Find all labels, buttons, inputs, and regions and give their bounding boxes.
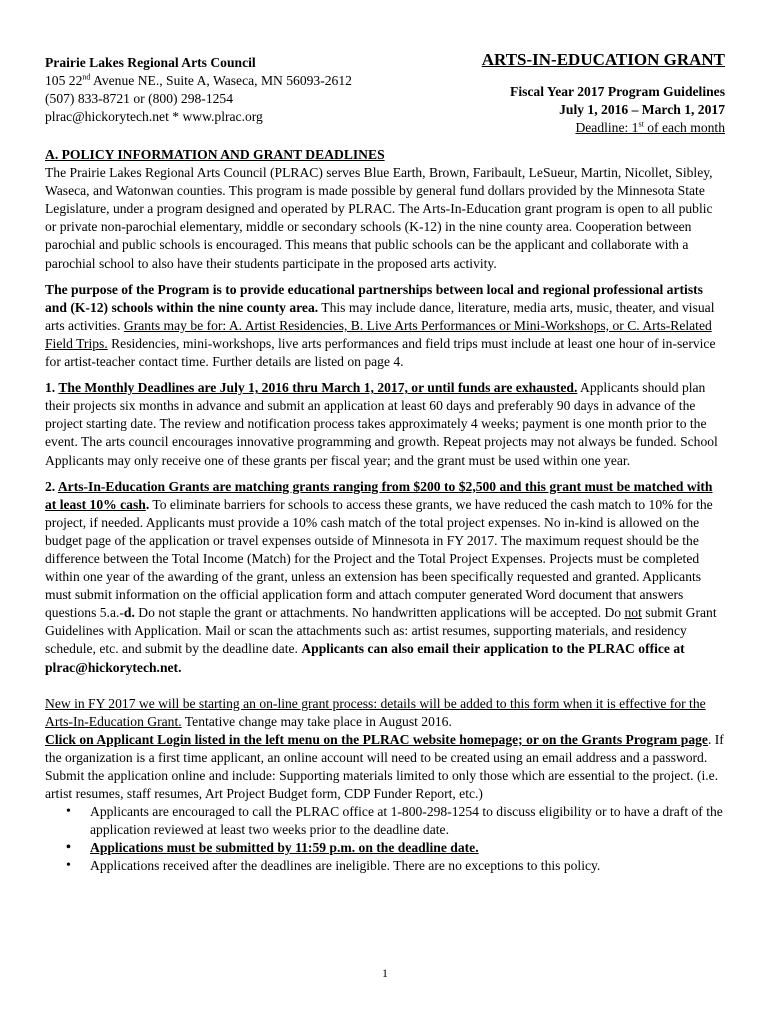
list-item: • Applications must be submitted by 11:59 p.m. on the deadline date. xyxy=(90,839,725,857)
contact-line: plrac@hickorytech.net * www.plrac.org xyxy=(45,109,263,125)
letterhead xyxy=(45,50,725,140)
list-item: • Applicants are encouraged to call the PLRAC office at 1-800-298-1254 to discuss eligibility or to have a draft of the application reviewed at least two weeks prior to the deadline date. xyxy=(90,803,725,839)
purpose-paragraph: The purpose of the Program is to provide educational partnerships between local and regional professional artists and (K-12) schools within the nine county area. This may include dance, literature, media arts, music, theater, and visual arts activities. Grants may be for: A. Artist Residencies, B. Live Arts Performances or Mini-Workshops, or C. Arts-Related Field Trips. Residencies, mini-workshops, live arts performances and field trips must include at least one hour of in-service for artist-teacher contact time. Further details are listed on page 4. xyxy=(45,281,716,370)
new-fy-paragraph: New in FY 2017 we will be starting an on-line grant process: details will be added to this form when it is effective for the Arts-In-Education Grant. Tentative change may take place in August 2016. Click on Applicant Login listed in the left menu on the PLRAC website homepage; or on the Grants Program page. If the organization is a first time applicant, an online account will need to be created using an email address and a password. Submit the application online and include: Supporting materials limited to only those which are essential to the project. (i.e. artist resumes, staff resumes, Art Project Budget form, CDP Funder Report, etc.) xyxy=(45,695,724,802)
org-address-block xyxy=(45,50,352,126)
fiscal-year: Fiscal Year 2017 Program Guidelines xyxy=(510,84,725,99)
page-number: 1 xyxy=(382,966,388,980)
org-name: Prairie Lakes Regional Arts Council xyxy=(45,55,256,70)
item-1-paragraph: 1. The Monthly Deadlines are July 1, 2016 thru March 1, 2017, or until funds are exhausted. Applicants should plan their projects six months in advance and submit an application at least 60 days and preferably 90 days in advance of the project starting date. The review and notification process takes approximately 4 weeks; payment is one month prior to the event. The arts council encourages innovative programming and growth. Repeat projects may not always be funded. School Applicants may only receive one of these grants per fiscal year; and the grant must be used within one year. xyxy=(45,380,718,468)
grant-title: ARTS-IN-EDUCATION GRANT xyxy=(481,50,725,69)
item-2-paragraph: 2. Arts-In-Education Grants are matching grants ranging from $200 to $2,500 and this grant must be matched with at least 10% cash. To eliminate barriers for schools to access these grants, we have reduced the cash match to 10% for the project, if needed. Applicants must provide a 10% cash match of the total project expenses. No in-kind is allowed on the budget page of the application or travel expenses outside of Minnesota in FY 2017. The maximum request should be the difference between the Total Income (Match) for the Project and the Total Project Expenses. Projects must be completed within one year of the awarding of the grant, unless an extension has been specifically requested and granted. Applicants must submit information on the official application form and attach computer generated Word document that answers questions 5.a.-d. Do not staple the grant or attachments. No handwritten applications will be accepted. Do not submit Grant Guidelines with Application. Mail or scan the attachments such as: artist resumes, supporting materials, and residency schedule, etc. and submit by the deadline date. Applicants can also email their application to the PLRAC office at plrac@hickorytech.net. xyxy=(45,478,717,675)
phone-line: (507) 833-8721 or (800) 298-1254 xyxy=(45,91,234,107)
intro-paragraph: The Prairie Lakes Regional Arts Council (PLRAC) serves Blue Earth, Brown, Faribault, LeSueur, Martin, Nicollet, Sibley, Waseca, and Watonwan counties. This program is made possible by general fund dollars provided by the Minnesota State Legislature, under a program designed and operated by PLRAC. The Arts-In-Education grant program is open to all public or private non-parochial elementary, middle or secondary schools (K-12) in the nine county area. Cooperation between parochial and public schools is encouraged. This means that public schools can be the applicant and collaborate with a parochial school to also have their students participate in the proposed arts activity. xyxy=(45,165,713,271)
document-page xyxy=(45,50,725,876)
date-range: July 1, 2016 – March 1, 2017 xyxy=(559,102,725,118)
address-line: 105 22nd Avenue NE., Suite A, Waseca, MN 56093-2612 xyxy=(45,72,352,89)
deadline-line: Deadline: 1st of each month xyxy=(575,119,725,136)
bullet-list xyxy=(45,803,725,875)
grant-title-block xyxy=(482,50,725,137)
applicant-login-link-text: Click on Applicant Login listed in the left menu on the PLRAC website homepage; or on the Grants Program page xyxy=(45,731,708,747)
list-item: • Applications received after the deadlines are ineligible. There are no exceptions to this policy. xyxy=(90,857,725,875)
section-title: A. POLICY INFORMATION AND GRANT DEADLINES xyxy=(45,147,385,162)
